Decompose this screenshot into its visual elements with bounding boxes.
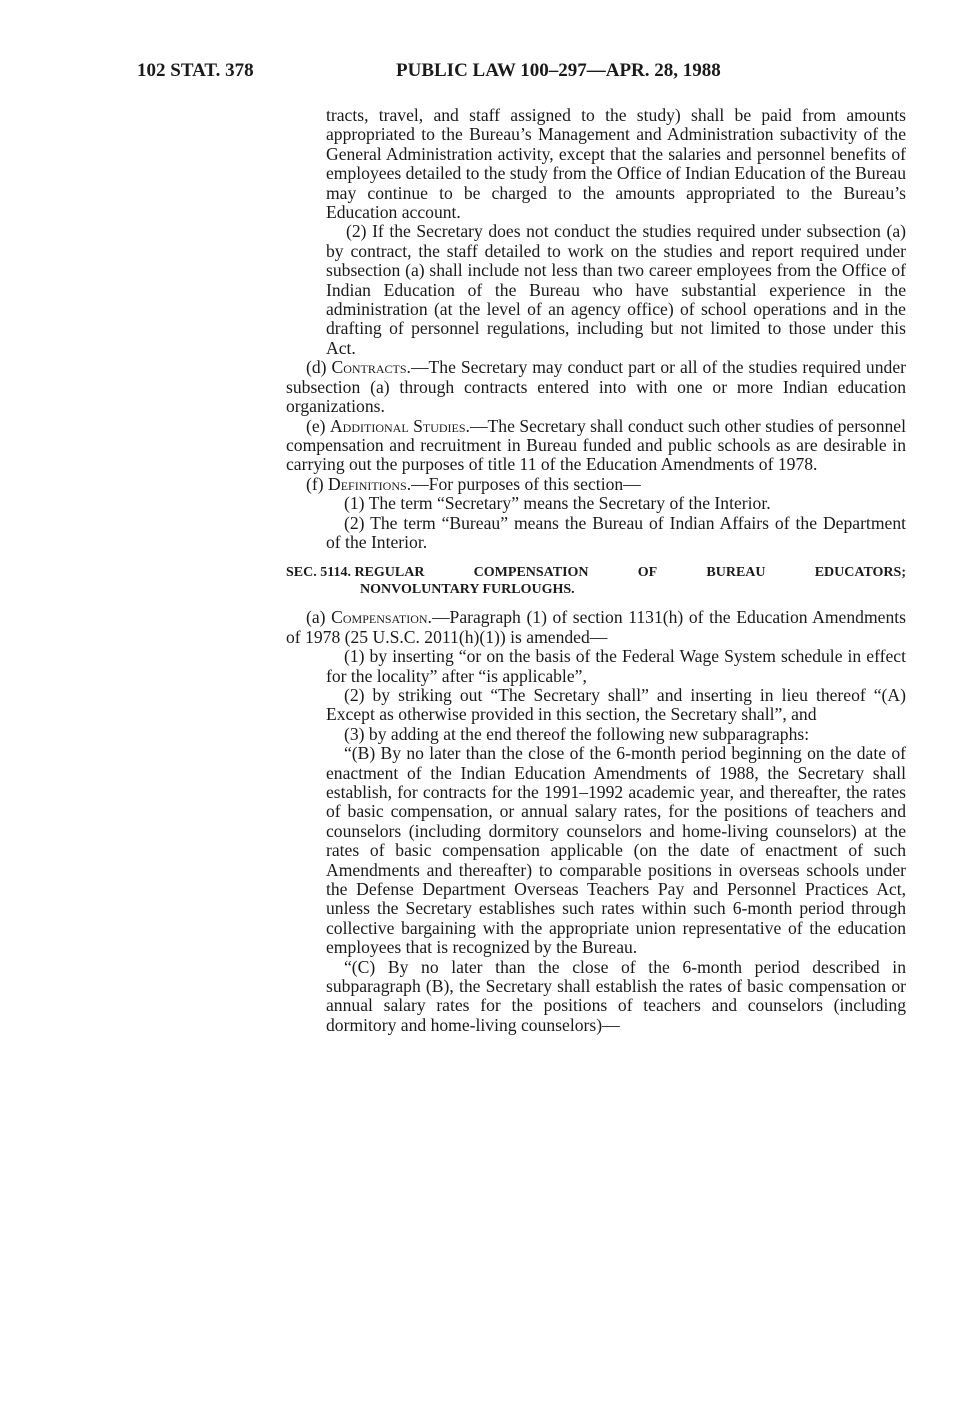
subsection-a-heading: Compensation	[331, 607, 428, 628]
section-heading-word: EDUCATORS;	[814, 565, 906, 581]
running-head	[0, 60, 953, 86]
section-heading-word: COMPENSATION	[473, 565, 589, 581]
subsection-e-heading: Additional Studies	[329, 415, 466, 436]
subsection-e-text: .—The Secretary shall conduct such other studies of personnel compensation and recruitment in Bureau funded and public schools as are desirable in carrying out the purposes of title 11 of the Education Amendments of 1978.	[286, 415, 906, 475]
paragraph-c2: (2) If the Secretary does not conduct the studies required under subsection (a) by contract, the staff detailed to work on the studies and report required under subsection (a) shall include not less than two career employees from the Office of Indian Education of the Bureau who have substantial experience in the administration (at the level of an agency office) of school operations and in the drafting of personnel regulations, including but not limited to those under this Act.	[326, 221, 906, 358]
subsection-e	[286, 417, 906, 475]
subsection-f-heading: Definitions	[327, 473, 407, 494]
definition-1: (1) The term “Secretary” means the Secretary of the Interior.	[344, 493, 771, 514]
subsection-f-text: .—For purposes of this section—	[406, 473, 641, 494]
subsection-d-heading: Contracts	[331, 357, 407, 378]
section-heading-word: OF	[637, 565, 658, 581]
subsection-d	[286, 358, 906, 416]
subsection-f	[286, 475, 906, 494]
subparagraph-b: “(B) By no later than the close of the 6-month period beginning on the date of enactment of the Indian Education Amendments of 1988, the Secretary shall establish, for contracts for the 1991–1992 academic year, and thereafter, the rates of basic compensation, or annual salary rates, for the positions of teachers and counselors (including dormitory counselors and home-living counselors) at the rates of basic compensation applicable (on the date of enactment of such Amendments and thereafter) to comparable positions in overseas schools under the Defense Department Overseas Teachers Pay and Personnel Practices Act, unless the Secretary establishes such rates within such 6-month period through collective bargaining with the appropriate union representative of the education employees that is recognized by the Bureau.	[326, 743, 906, 958]
definition-2: (2) The term “Bureau” means the Bureau of Indian Affairs of the Department of the Interior.	[326, 512, 906, 552]
subsection-a	[286, 608, 906, 647]
section-heading-line-1	[286, 564, 906, 581]
subsection-d-text: .—The Secretary may conduct part or all of the studies required under subsection (a) through contracts entered into with one or more Indian education organizations.	[286, 357, 906, 417]
subsection-d-label: (d)	[306, 357, 332, 378]
subsection-e-label: (e)	[306, 415, 330, 436]
section-heading	[286, 564, 906, 598]
section-heading-word: BUREAU	[706, 565, 766, 581]
amendment-1: (1) by inserting “or on the basis of the Federal Wage System schedule in effect for the locality” after “is applicable”,	[326, 646, 906, 686]
public-law-citation: PUBLIC LAW 100–297—APR. 28, 1988	[396, 60, 721, 81]
subsection-a-label: (a)	[306, 607, 332, 628]
section-heading-word: SEC. 5114. REGULAR	[286, 565, 425, 581]
amendment-2: (2) by striking out “The Secretary shall” and inserting in lieu thereof “(A) Except as otherwise provided in this section, the Secretary shall”, and	[326, 684, 906, 725]
subparagraph-c: “(C) By no later than the close of the 6-month period described in subparagraph (B), the Secretary shall establish the rates of basic compensation or annual salary rates for the positions of teachers and counselors (including dormitory and home-living counselors)—	[326, 956, 906, 1035]
stat-page-number: 102 STAT. 378	[137, 60, 254, 81]
continued-paragraph: tracts, travel, and staff assigned to the study) shall be paid from amounts appropriated to the Bureau’s Management and Administration subactivity of the General Administration activity, except that the salaries and personnel benefits of employees detailed to the study from the Office of Indian Education of the Bureau may continue to be charged to the amounts appropriated to the Bureau’s Education account.	[326, 105, 906, 223]
amendment-3: (3) by adding at the end thereof the following new subparagraphs:	[344, 723, 810, 744]
body-text	[286, 106, 906, 1035]
subsection-a-text: .—Paragraph (1) of section 1131(h) of the Education Amendments of 1978 (25 U.S.C. 2011(h)(1)) is amended—	[286, 607, 906, 647]
subsection-f-label: (f)	[306, 473, 328, 494]
section-heading-line-2: NONVOLUNTARY FURLOUGHS.	[360, 582, 575, 598]
